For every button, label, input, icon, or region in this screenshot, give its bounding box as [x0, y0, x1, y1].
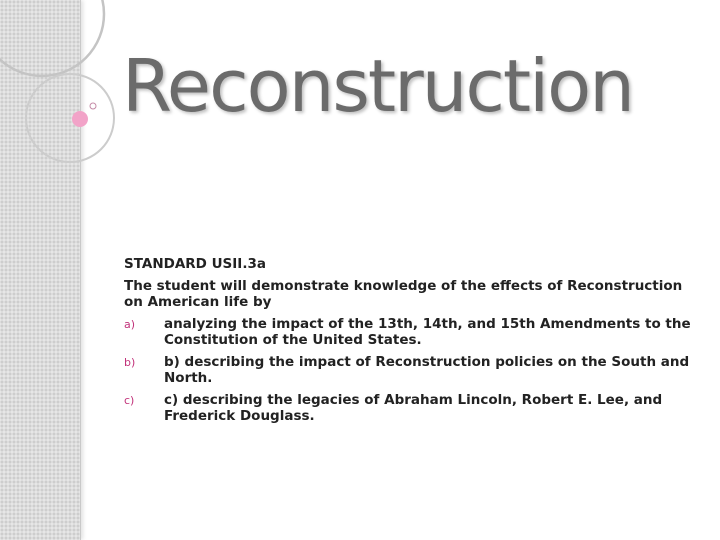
standard-heading: STANDARD USII.3a	[124, 256, 266, 272]
list-item	[124, 354, 696, 386]
list-marker: a)	[124, 318, 136, 331]
list-marker: b)	[124, 356, 136, 369]
list-item	[124, 316, 696, 348]
decor-dot-small	[90, 103, 96, 109]
slide-body	[124, 256, 696, 430]
objective-list	[124, 316, 696, 424]
slide-title: Reconstruction	[122, 44, 633, 128]
list-item-text: analyzing the impact of the 13th, 14th, and 15th Amendments to the Constitution of the United States.	[164, 316, 691, 348]
list-item-text: c) describing the legacies of Abraham Lincoln, Robert E. Lee, and Frederick Douglass.	[164, 392, 663, 424]
list-item-text: b) describing the impact of Reconstruction policies on the South and North.	[164, 354, 690, 386]
list-marker: c)	[124, 394, 135, 407]
intro-paragraph: The student will demonstrate knowledge of the effects of Reconstruction on American life by	[124, 278, 683, 310]
list-item	[124, 392, 696, 424]
sidebar-texture	[0, 0, 81, 540]
